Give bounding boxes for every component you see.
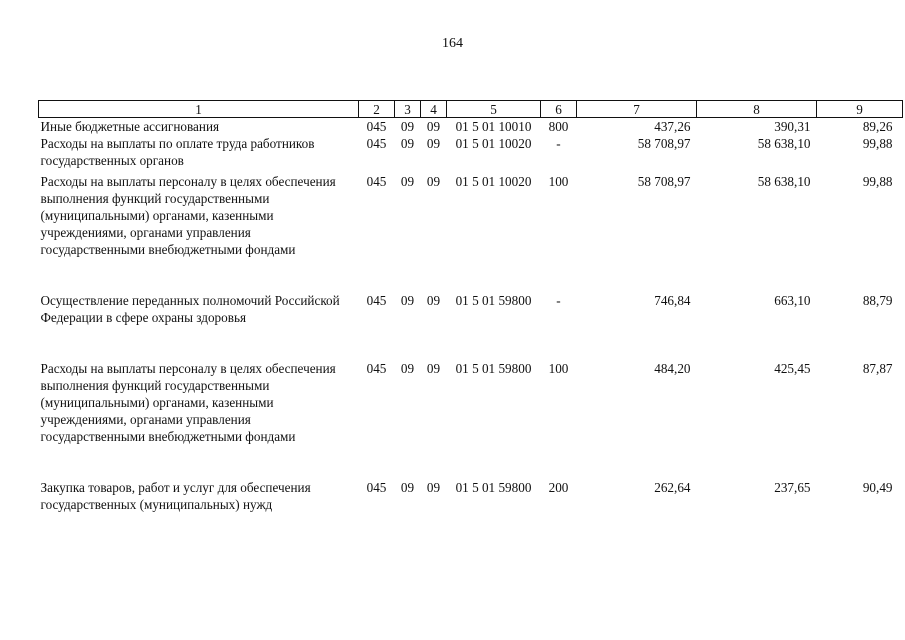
cell-subsection: 09	[426, 361, 441, 376]
cell-ministry-code: 045	[366, 361, 387, 376]
table-header-row	[39, 101, 903, 118]
cell-executed: 425,45	[774, 361, 811, 376]
cell-executed: 390,31	[774, 119, 811, 134]
cell-section: 09	[400, 361, 415, 376]
column-header: 1	[39, 101, 359, 118]
column-header: 2	[359, 101, 395, 118]
cell-planned: 58 708,97	[637, 174, 691, 189]
table-row	[39, 135, 903, 173]
table-row	[39, 360, 903, 479]
cell-percent: 88,79	[862, 293, 893, 308]
cell-ministry-code: 045	[366, 174, 387, 189]
cell-expense-type: -	[556, 293, 561, 308]
cell-section: 09	[400, 174, 415, 189]
cell-planned: 746,84	[654, 293, 691, 308]
cell-ministry-code: 045	[366, 480, 387, 495]
cell-ministry-code: 045	[366, 136, 387, 151]
cell-planned: 262,64	[654, 480, 691, 495]
row-name: Осуществление переданных полномочий Российской Федерации в сфере охраны здоровья	[40, 293, 340, 325]
cell-subsection: 09	[426, 136, 441, 151]
cell-subsection: 09	[426, 293, 441, 308]
cell-executed: 58 638,10	[757, 136, 811, 151]
cell-percent: 89,26	[862, 119, 893, 134]
column-header: 3	[395, 101, 421, 118]
cell-target-article: 01 5 01 10020	[455, 174, 532, 189]
cell-section: 09	[400, 136, 415, 151]
cell-expense-type: -	[556, 136, 561, 151]
table-row	[39, 479, 903, 513]
page-number: 164	[442, 36, 463, 51]
cell-ministry-code: 045	[366, 293, 387, 308]
row-name: Расходы на выплаты персоналу в целях обеспечения выполнения функций государственными (муниципальными) органами, казенными учреждениями, органами управления государственными внебюджетными фондами	[40, 361, 336, 444]
cell-subsection: 09	[426, 119, 441, 134]
table-row	[39, 292, 903, 360]
cell-target-article: 01 5 01 10020	[455, 136, 532, 151]
cell-expense-type: 200	[548, 480, 569, 495]
cell-section: 09	[400, 480, 415, 495]
cell-expense-type: 100	[548, 174, 569, 189]
row-name: Расходы на выплаты по оплате труда работников государственных органов	[40, 136, 315, 168]
cell-percent: 90,49	[862, 480, 893, 495]
cell-percent: 87,87	[862, 361, 893, 376]
cell-section: 09	[400, 293, 415, 308]
cell-executed: 237,65	[774, 480, 811, 495]
cell-percent: 99,88	[862, 136, 893, 151]
cell-section: 09	[400, 119, 415, 134]
cell-subsection: 09	[426, 174, 441, 189]
row-name: Расходы на выплаты персоналу в целях обеспечения выполнения функций государственными (муниципальными) органами, казенными учреждениями, органами управления государственными внебюджетными фондами	[40, 174, 336, 257]
cell-executed: 663,10	[774, 293, 811, 308]
column-header: 5	[447, 101, 541, 118]
cell-planned: 58 708,97	[637, 136, 691, 151]
column-header: 7	[577, 101, 697, 118]
cell-subsection: 09	[426, 480, 441, 495]
column-header: 8	[697, 101, 817, 118]
budget-table	[38, 100, 903, 513]
cell-executed: 58 638,10	[757, 174, 811, 189]
cell-percent: 99,88	[862, 174, 893, 189]
row-name: Иные бюджетные ассигнования	[40, 119, 220, 134]
table-row	[39, 118, 903, 136]
cell-expense-type: 100	[548, 361, 569, 376]
cell-planned: 484,20	[654, 361, 691, 376]
cell-target-article: 01 5 01 10010	[455, 119, 532, 134]
row-name: Закупка товаров, работ и услуг для обеспечения государственных (муниципальных) нужд	[40, 480, 311, 512]
cell-ministry-code: 045	[366, 119, 387, 134]
cell-target-article: 01 5 01 59800	[455, 480, 532, 495]
cell-planned: 437,26	[654, 119, 691, 134]
table-row	[39, 173, 903, 292]
cell-target-article: 01 5 01 59800	[455, 361, 532, 376]
cell-expense-type: 800	[548, 119, 569, 134]
column-header: 4	[421, 101, 447, 118]
column-header: 9	[817, 101, 903, 118]
cell-target-article: 01 5 01 59800	[455, 293, 532, 308]
column-header: 6	[541, 101, 577, 118]
